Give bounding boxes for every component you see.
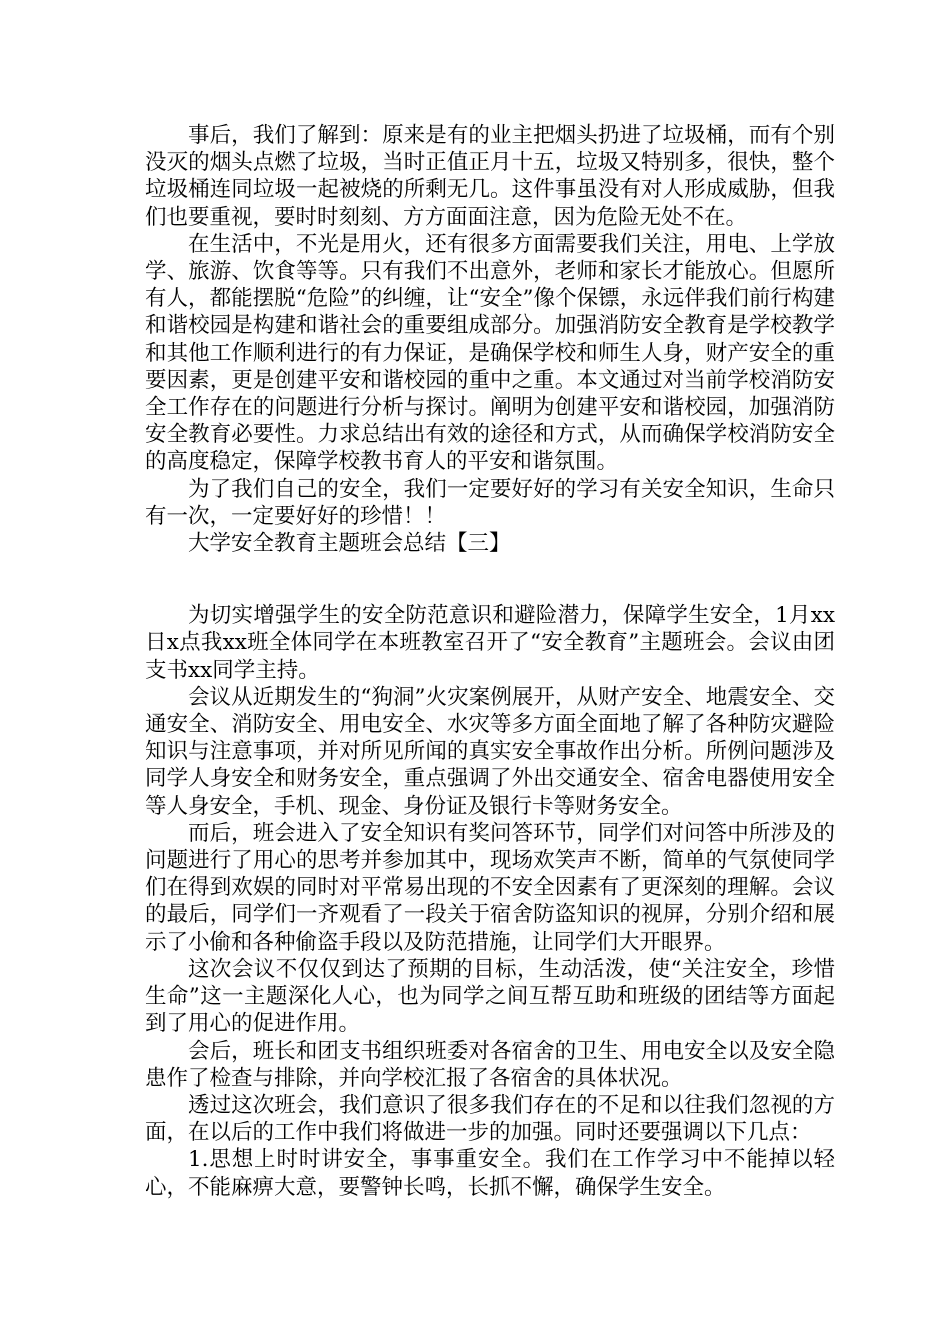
list-item: 1.思想上时时讲安全，事事重安全。我们在工作学习中不能掉以轻心，不能麻痹大意，要警钟长鸣，长抓不懈，确保学生安全。 — [145, 1147, 835, 1200]
paragraph: 为了我们自己的安全，我们一定要好好的学习有关安全知识，生命只有一次，一定要好好的珍惜！！ — [145, 476, 835, 529]
paragraph: 会后，班长和团支书组织班委对各宿舍的卫生、用电安全以及安全隐患作了检查与排除，并向学校汇报了各宿舍的具体状况。 — [145, 1038, 835, 1091]
paragraph: 透过这次班会，我们意识了很多我们存在的不足和以往我们忽视的方面，在以后的工作中我们将做进一步的加强。同时还要强调以下几点： — [145, 1092, 835, 1146]
paragraph: 这次会议不仅仅到达了预期的目标，生动活泼，使“关注安全，珍惜生命”这一主题深化人心，也为同学之间互帮互助和班级的团结等方面起到了用心的促进作用。 — [145, 956, 835, 1037]
paragraph: 会议从近期发生的“狗洞”火灾案例展开，从财产安全、地震安全、交通安全、消防安全、用电安全、水灾等多方面全面地了解了各种防灾避险知识与注意事项，并对所见所闻的真实安全事故作出分析。所例问题涉及同学人身安全和财务安全，重点强调了外出交通安全、宿舍电器使用安全等人身安全，手机、现金、身份证及银行卡等财务安全。 — [145, 684, 835, 819]
document-page — [145, 122, 835, 1201]
paragraph: 而后，班会进入了安全知识有奖问答环节，同学们对问答中所涉及的问题进行了用心的思考并参加其中，现场欢笑声不断，简单的气氛使同学们在得到欢娱的同时对平常易出现的不安全因素有了更深刻的理解。会议的最后，同学们一齐观看了一段关于宿舍防盗知识的视屏，分别介绍和展示了小偷和各种偷盗手段以及防范措施，让同学们大开眼界。 — [145, 820, 835, 955]
section-heading: 大学安全教育主题班会总结【三】 — [188, 531, 511, 557]
paragraph: 在生活中，不光是用火，还有很多方面需要我们关注，用电、上学放学、旅游、饮食等等。只有我们不出意外，老师和家长才能放心。但愿所有人，都能摆脱“危险”的纠缠，让“安全”像个保镖，永远伴我们前行构建和谐校园是构建和谐社会的重要组成部分。加强消防安全教育是学校教学和其他工作顺利进行的有力保证，是确保学校和师生人身，财产安全的重要因素，更是创建平安和谐校园的重中之重。本文通过对当前学校消防安全工作存在的问题进行分析与探讨。阐明为创建平安和谐校园，加强消防安全教育必要性。力求总结出有效的途径和方式，从而确保学校消防安全的高度稳定，保障学校教书育人的平安和谐氛围。 — [145, 231, 835, 475]
paragraph: 为切实增强学生的安全防范意识和避险潜力，保障学生安全，1月xx日x点我xx班全体同学在本班教室召开了“安全教育”主题班会。会议由团支书xx同学主持。 — [145, 603, 835, 683]
paragraph: 事后，我们了解到：原来是有的业主把烟头扔进了垃圾桶，而有个别没灭的烟头点燃了垃圾，当时正值正月十五，垃圾又特别多，很快，整个垃圾桶连同垃圾一起被烧的所剩无几。这件事虽没有对人形成威胁，但我们也要重视，要时时刻刻、方方面面注意，因为危险无处不在。 — [145, 123, 835, 230]
blank-line — [145, 557, 835, 602]
